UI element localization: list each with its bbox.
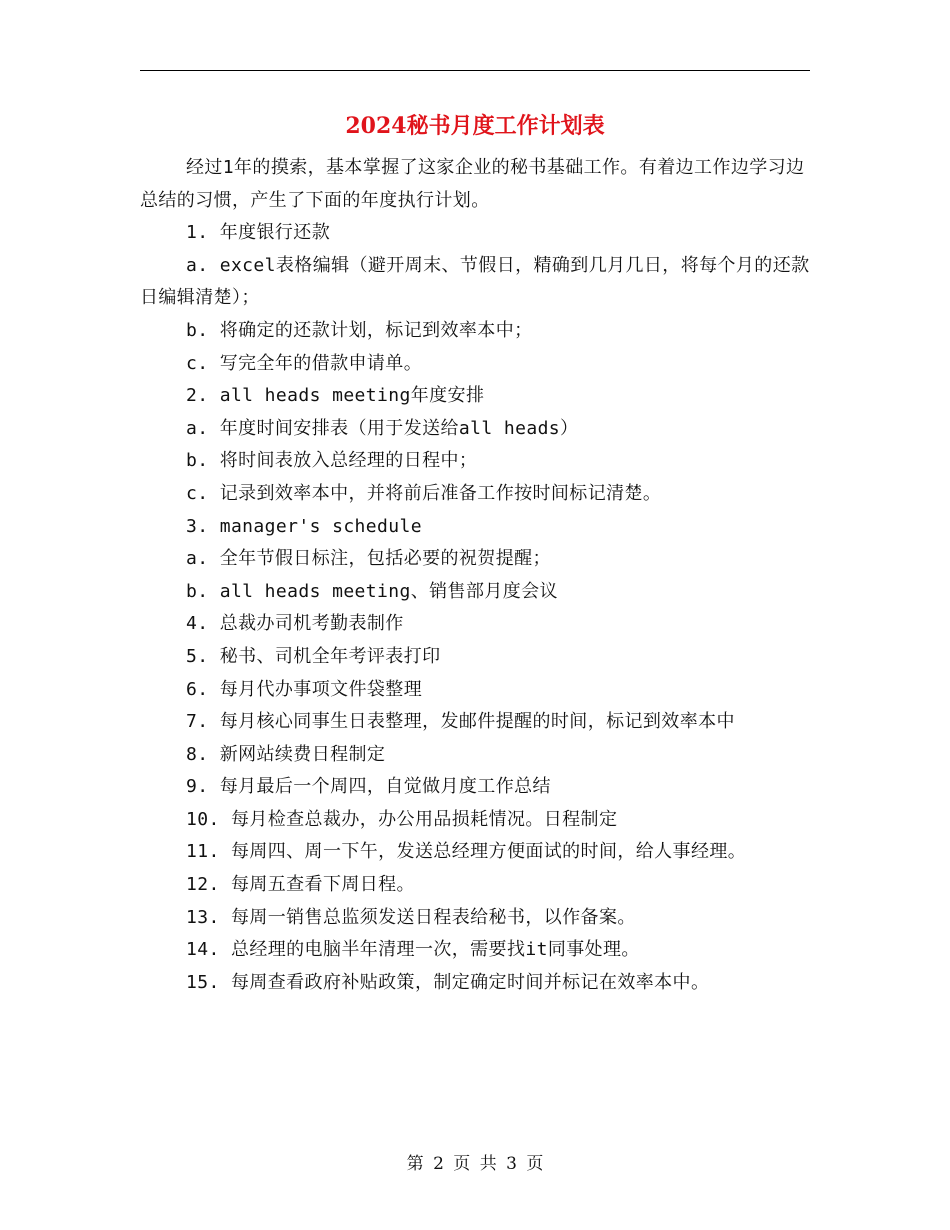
header-rule (140, 70, 810, 71)
list-item: 15. 每周查看政府补贴政策，制定确定时间并标记在效率本中。 (186, 971, 710, 993)
page-footer: 第 2 页 共 3 页 (406, 1154, 544, 1174)
list-item: b. 将确定的还款计划，标记到效率本中； (186, 319, 533, 341)
list-item: 11. 每周四、周一下午，发送总经理方便面试的时间，给人事经理。 (186, 841, 747, 863)
list-item: c. 写完全年的借款申请单。 (186, 352, 423, 374)
document-body (140, 152, 810, 999)
list-item: 5. 秘书、司机全年考评表打印 (186, 645, 441, 667)
list-item: a. excel表格编辑（避开周末、节假日，精确到几月几日，将每个月的还款日编辑清楚）； (140, 254, 810, 309)
list-item: 1. 年度银行还款 (186, 222, 331, 244)
list-item: 8. 新网站续费日程制定 (186, 743, 386, 765)
list-item: 12. 每周五查看下周日程。 (186, 874, 415, 896)
document-title: 2024秘书月度工作计划表 (345, 113, 605, 139)
list-item: 3. manager's schedule (186, 515, 422, 537)
list-item: 9. 每月最后一个周四，自觉做月度工作总结 (186, 776, 551, 798)
list-item: b. 将时间表放入总经理的日程中； (186, 450, 478, 472)
list-item: a. 全年节假日标注，包括必要的祝贺提醒； (186, 548, 551, 570)
list-item: 7. 每月核心同事生日表整理，发邮件提醒的时间，标记到效率本中 (186, 711, 735, 733)
list-item: a. 年度时间安排表（用于发送给all heads） (186, 417, 579, 439)
list-item: 14. 总经理的电脑半年清理一次，需要找it同事处理。 (186, 939, 640, 961)
list-item: 10. 每月检查总裁办，办公用品损耗情况。日程制定 (186, 808, 618, 830)
list-item: 13. 每周一销售总监须发送日程表给秘书，以作备案。 (186, 906, 636, 928)
list-item: 4. 总裁办司机考勤表制作 (186, 613, 404, 635)
list-item: 2. all heads meeting年度安排 (186, 385, 485, 407)
list-item: b. all heads meeting、销售部月度会议 (186, 580, 558, 602)
intro-paragraph: 经过1年的摸索，基本掌握了这家企业的秘书基础工作。有着边工作边学习边总结的习惯，产生了下面的年度执行计划。 (140, 157, 805, 211)
list-item: 6. 每月代办事项文件袋整理 (186, 678, 423, 700)
list-item: c. 记录到效率本中，并将前后准备工作按时间标记清楚。 (186, 482, 662, 504)
